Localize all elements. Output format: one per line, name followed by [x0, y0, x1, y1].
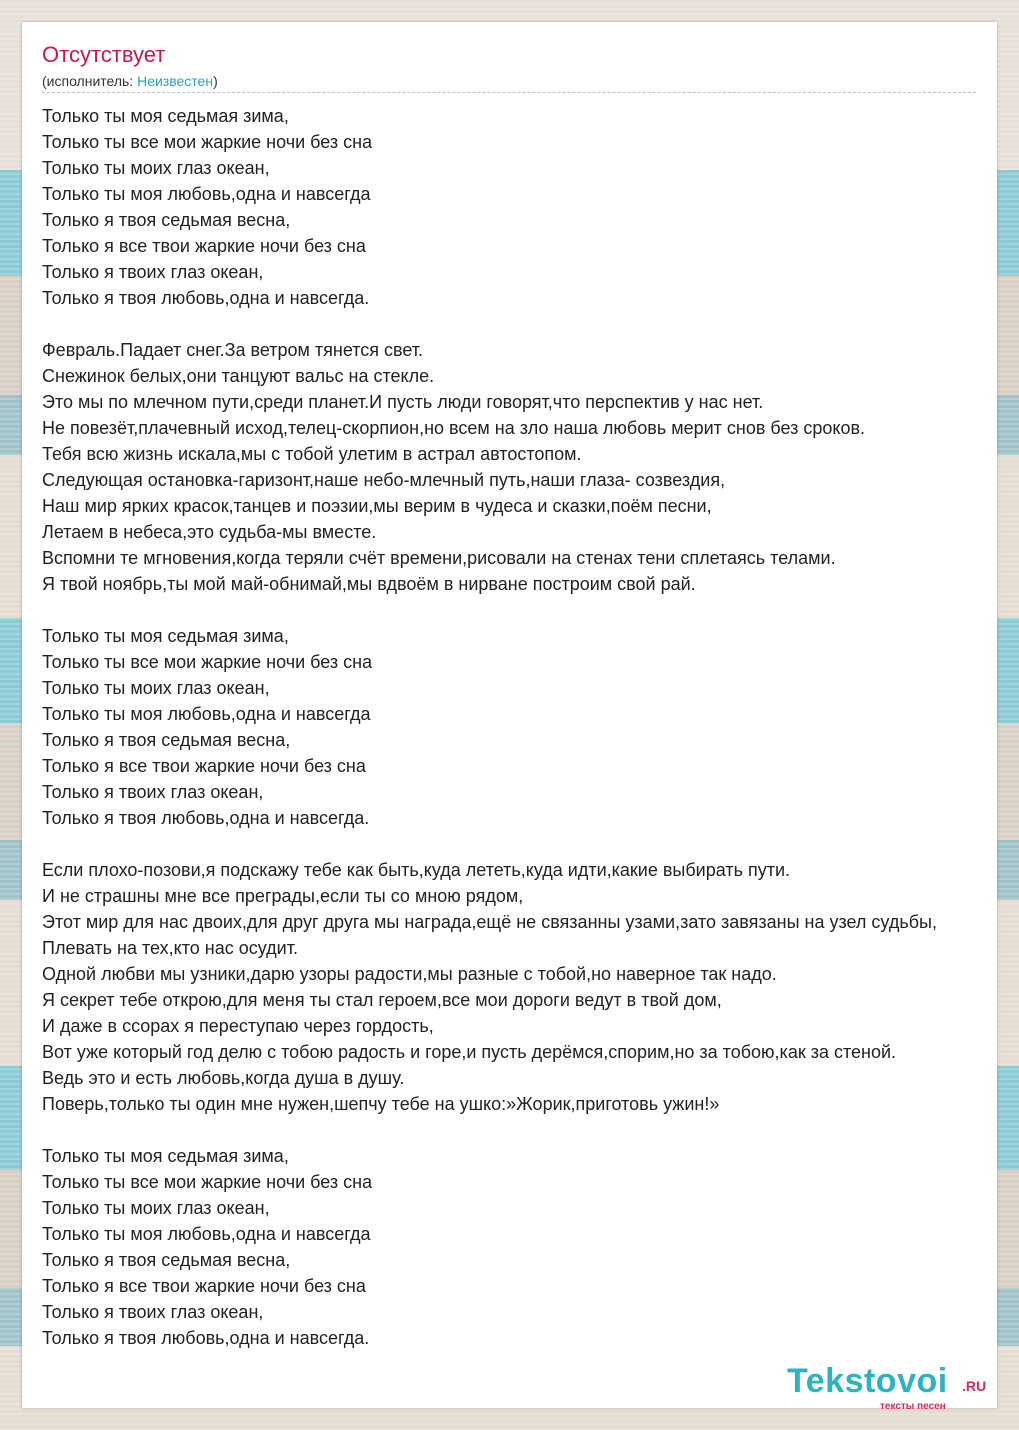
lyric-line: Ведь это и есть любовь,когда душа в душу. [42, 1068, 405, 1088]
lyric-line: Только ты моя любовь,одна и навсегда [42, 1224, 371, 1244]
lyric-line: Февраль.Падает снег.За ветром тянется свет. [42, 340, 424, 360]
lyric-line: Только ты моя любовь,одна и навсегда [42, 184, 371, 204]
lyric-line: Только я твоя седьмая весна, [42, 730, 291, 750]
lyrics-stanza [42, 623, 1017, 831]
lyric-line: Только я твоя седьмая весна, [42, 1250, 291, 1270]
lyric-line: Этот мир для нас двоих,для друг друга мы награда,ещё не связанны узами,зато завязаны на узел судьбы, [42, 912, 937, 932]
lyric-line: Только ты все мои жаркие ночи без сна [42, 652, 373, 672]
lyric-line: Тебя всю жизнь искала,мы с тобой улетим в астрал автостопом. [42, 444, 582, 464]
logo-name: Tekstovoi [787, 1362, 948, 1400]
lyric-line: Только я твоих глаз океан, [42, 782, 264, 802]
lyric-line: Только ты все мои жаркие ночи без сна [42, 132, 373, 152]
song-title: Отсутствует [42, 42, 166, 67]
lyric-line: Вспомни те мгновения,когда теряли счёт времени,рисовали на стенах тени сплетаясь телами. [42, 548, 836, 568]
lyric-line: Только я все твои жаркие ночи без сна [42, 1276, 366, 1296]
lyric-line: Наш мир ярких красок,танцев и поэзии,мы верим в чудеса и сказки,поём песни, [42, 496, 712, 516]
logo-subtitle: тексты песен [880, 1401, 946, 1412]
lyric-line: Только ты моих глаз океан, [42, 158, 270, 178]
lyric-line: Следующая остановка-гаризонт,наше небо-млечный путь,наши глаза- созвездия, [42, 470, 726, 490]
lyric-line: Только я твоя любовь,одна и навсегда. [42, 1328, 370, 1348]
site-logo[interactable] [787, 1362, 997, 1412]
logo-tld: .RU [962, 1378, 987, 1394]
artist-prefix: (исполнитель: [42, 73, 138, 89]
lyric-line: Только я твоя седьмая весна, [42, 210, 291, 230]
lyric-line: Только я твоя любовь,одна и навсегда. [42, 288, 370, 308]
lyric-line: Только ты моя седьмая зима, [42, 626, 289, 646]
lyric-line: Только я все твои жаркие ночи без сна [42, 236, 366, 256]
lyrics-stanza [42, 337, 1017, 597]
lyric-line: Я секрет тебе открою,для меня ты стал героем,все мои дороги ведут в твой дом, [42, 990, 722, 1010]
lyric-line: Только я твоих глаз океан, [42, 1302, 264, 1322]
lyric-line: И даже в ссорах я переступаю через гордость, [42, 1016, 434, 1036]
lyric-line: Плевать на тех,кто нас осудит. [42, 938, 298, 958]
lyric-line: Летаем в небеса,это судьба-мы вместе. [42, 522, 377, 542]
lyric-line: Поверь,только ты один мне нужен,шепчу тебе на ушко:»Жорик,приготовь ужин!» [42, 1094, 720, 1114]
lyrics-stanza [42, 1143, 1017, 1351]
lyric-line: Это мы по млечном пути,среди планет.И пусть люди говорят,что перспектив у нас нет. [42, 392, 764, 412]
lyric-line: Вот уже который год делю с тобою радость и горе,и пусть дерёмся,спорим,но за тобою,как за стеной. [42, 1042, 897, 1062]
lyric-line: Не повезёт,плачевный исход,телец-скорпион,но всем на зло наша любовь мерит снов без сроков. [42, 418, 866, 438]
lyric-line: Только ты моя седьмая зима, [42, 106, 289, 126]
lyric-line: Только я твоих глаз океан, [42, 262, 264, 282]
lyric-line: И не страшны мне все преграды,если ты со мною рядом, [42, 886, 524, 906]
lyric-line: Только ты моя любовь,одна и навсегда [42, 704, 371, 724]
lyrics-stanza [42, 857, 1017, 1117]
artist-link[interactable]: Неизвестен [137, 73, 214, 89]
artist-suffix: ) [213, 73, 218, 89]
lyric-line: Только ты моя седьмая зима, [42, 1146, 289, 1166]
title-divider [42, 92, 976, 93]
lyric-line: Только ты все мои жаркие ночи без сна [42, 1172, 373, 1192]
lyric-line: Я твой ноябрь,ты мой май-обнимай,мы вдвоём в нирване построим свой рай. [42, 574, 696, 594]
lyric-line: Только я все твои жаркие ночи без сна [42, 756, 366, 776]
lyric-line: Только ты моих глаз океан, [42, 678, 270, 698]
lyric-line: Одной любви мы узники,дарю узоры радости,мы разные с тобой,но наверное так надо. [42, 964, 777, 984]
lyric-line: Снежинок белых,они танцуют вальс на стекле. [42, 366, 435, 386]
lyrics-stanza [42, 103, 1017, 311]
lyric-line: Только ты моих глаз океан, [42, 1198, 270, 1218]
lyrics-body [42, 103, 1017, 1377]
lyric-line: Только я твоя любовь,одна и навсегда. [42, 808, 370, 828]
lyrics-card [22, 22, 997, 1412]
lyric-line: Если плохо-позови,я подскажу тебе как быть,куда лететь,куда идти,какие выбирать пути. [42, 860, 791, 880]
artist-line [42, 73, 218, 89]
